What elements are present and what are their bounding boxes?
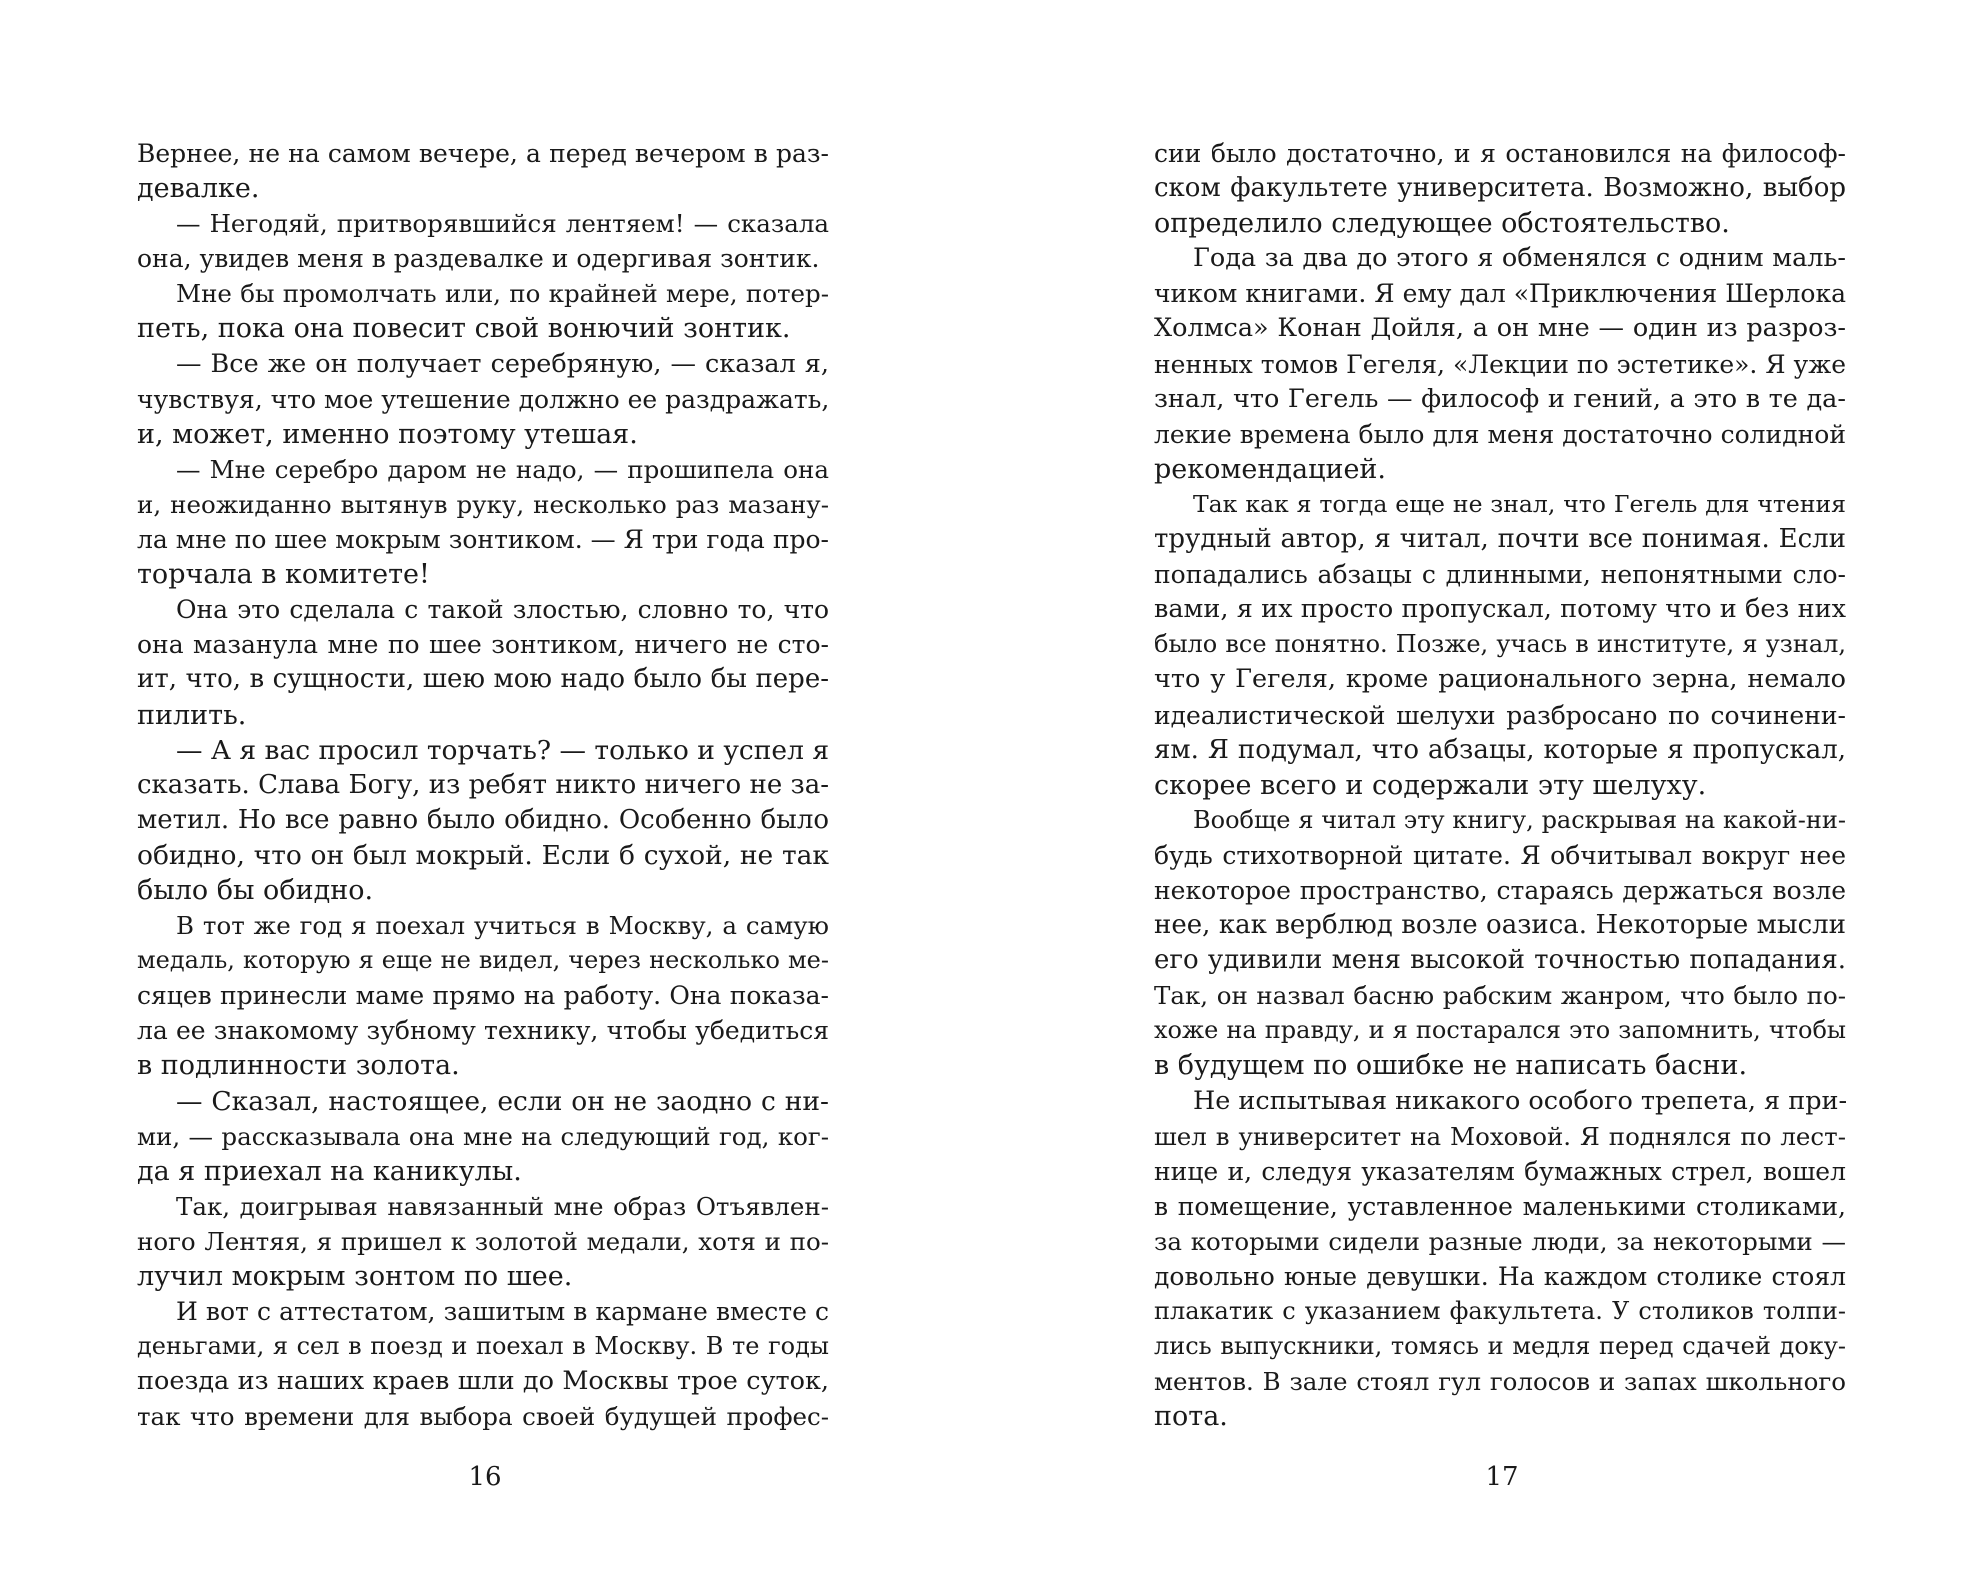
text-line: чиком книгами. Я ему дал «Приключения Шерлока bbox=[1154, 279, 1846, 309]
text-line: — Негодяй, притворявшийся лентяем! — сказала bbox=[176, 209, 829, 239]
text-line: В тот же год я поехал учиться в Москву, а самую bbox=[176, 911, 829, 941]
text-line: Мне бы промолчать или, по крайней мере, потер- bbox=[176, 279, 829, 309]
text-line: скорее всего и содержали эту шелуху. bbox=[1154, 769, 1707, 801]
text-line: ла мне по шее мокрым зонтиком. — Я три года про- bbox=[137, 525, 829, 555]
text-line: ми, — рассказывала она мне на следующий год, ког- bbox=[137, 1121, 829, 1151]
text-line: будь стихотворной цитате. Я обчитывал вокруг нее bbox=[1154, 840, 1846, 870]
text-line: довольно юные девушки. На каждом столике стоял bbox=[1154, 1262, 1846, 1291]
text-line: ненных томов Гегеля, «Лекции по эстетике». Я уже bbox=[1154, 349, 1846, 379]
left-page-text bbox=[137, 136, 829, 1434]
text-line: плакатик с указанием факультета. У столиков толпи- bbox=[1154, 1297, 1846, 1326]
text-line: пота. bbox=[1154, 1401, 1228, 1433]
text-line: рекомендацией. bbox=[1154, 453, 1387, 485]
page-number-right: 17 bbox=[1485, 1462, 1519, 1492]
right-page-text bbox=[1154, 136, 1846, 1434]
text-line: трудный автор, я читал, почти все понимая. Если bbox=[1154, 524, 1846, 555]
text-line: Не испытывая никакого особого трепета, я при- bbox=[1193, 1085, 1848, 1116]
text-line: ском факультете университета. Возможно, выбор bbox=[1154, 173, 1846, 204]
text-line: в будущем по ошибке не написать басни. bbox=[1154, 1050, 1748, 1082]
text-line: было бы обидно. bbox=[137, 874, 374, 906]
text-line: деньгами, я сел в поезд и поехал в Москву. В те годы bbox=[137, 1332, 829, 1361]
text-line: И вот с аттестатом, зашитым в кармане вместе с bbox=[176, 1297, 829, 1327]
text-line: сии было достаточно, и я остановился на философ- bbox=[1154, 139, 1846, 168]
text-line: чувствуя, что мое утешение должно ее раздражать, bbox=[137, 384, 830, 414]
text-line: петь, пока она повесит свой вонючий зонтик. bbox=[137, 313, 791, 345]
text-line: что у Гегеля, кроме рационального зерна, немало bbox=[1154, 664, 1846, 695]
text-line: — Все же он получает серебряную, — сказал я, bbox=[176, 348, 829, 379]
text-line: поезда из наших краев шли до Москвы трое суток, bbox=[137, 1366, 829, 1397]
text-line: она мазанула мне по шее зонтиком, ничего не сто- bbox=[137, 630, 829, 660]
text-line: хоже на правду, и я постарался это запомнить, чтобы bbox=[1154, 1016, 1846, 1045]
text-line: попадались абзацы с длинными, непонятными сло- bbox=[1154, 560, 1846, 590]
text-line: нице и, следуя указателям бумажных стрел, вошел bbox=[1154, 1156, 1846, 1186]
page-number-left: 16 bbox=[468, 1462, 502, 1492]
text-line: нее, как верблюд возле оазиса. Некоторые мысли bbox=[1154, 910, 1846, 941]
text-line: ментов. В зале стоял гул голосов и запах школьного bbox=[1154, 1367, 1846, 1397]
text-line: — Сказал, настоящее, если он не заодно с ни- bbox=[176, 1085, 829, 1117]
text-line: за которыми сидели разные люди, за некоторыми — bbox=[1154, 1226, 1846, 1256]
text-line: Года за два до этого я обменялся с одним маль- bbox=[1193, 243, 1846, 274]
text-line: вами, я их просто пропускал, потому что и без них bbox=[1154, 594, 1846, 625]
text-line: ла ее знакомому зубному технику, чтобы убедиться bbox=[137, 1016, 829, 1046]
text-line: лекие времена было для меня достаточно солидной bbox=[1154, 419, 1846, 449]
text-line: так что времени для выбора своей будущей профес- bbox=[137, 1402, 829, 1432]
text-line: Вообще я читал эту книгу, раскрывая на какой-ни- bbox=[1193, 805, 1846, 834]
text-line: Холмса» Конан Дойля, а он мне — один из разроз- bbox=[1154, 313, 1846, 344]
text-line: в помещение, уставленное маленькими столиками, bbox=[1154, 1191, 1846, 1221]
text-line: было все понятно. Позже, учась в институте, я узнал, bbox=[1154, 630, 1846, 659]
text-line: Так, доигрывая навязанный мне образ Отъявлен- bbox=[176, 1191, 829, 1221]
text-line: она, увидев меня в раздевалке и одергивая зонтик. bbox=[137, 244, 820, 274]
text-line: сказать. Слава Богу, из ребят никто ничего не за- bbox=[137, 769, 829, 800]
text-line: торчала в комитете! bbox=[137, 559, 430, 591]
text-line: его удивили меня высокой точностью попадания. bbox=[1154, 945, 1846, 976]
text-line: в подлинности золота. bbox=[137, 1050, 460, 1082]
text-line: сяцев принесли маме прямо на работу. Она показа- bbox=[137, 981, 829, 1011]
text-line: ит, что, в сущности, шею мою надо было бы пере- bbox=[137, 664, 829, 695]
text-line: и, может, именно поэтому утешая. bbox=[137, 418, 638, 450]
text-line: шел в университет на Моховой. Я поднялся по лест- bbox=[1154, 1121, 1846, 1151]
text-line: ям. Я подумал, что абзацы, которые я пропускал, bbox=[1154, 734, 1846, 765]
text-line: пилить. bbox=[137, 699, 247, 731]
text-line: девалке. bbox=[137, 173, 260, 205]
text-line: Так, он назвал басню рабским жанром, что было по- bbox=[1154, 981, 1846, 1011]
text-line: некоторое пространство, стараясь держаться возле bbox=[1154, 875, 1846, 905]
text-line: Вернее, не на самом вечере, а перед вечером в раз- bbox=[137, 139, 829, 168]
text-line: и, неожиданно вытянув руку, несколько раз мазану- bbox=[137, 489, 829, 519]
text-line: Она это сделала с такой злостью, словно то, что bbox=[176, 595, 829, 625]
text-line: медаль, которую я еще не видел, через несколько ме- bbox=[137, 946, 829, 975]
text-line: — Мне серебро даром не надо, — прошипела она bbox=[176, 454, 829, 484]
text-line: да я приехал на каникулы. bbox=[137, 1155, 522, 1187]
text-line: идеалистической шелухи разбросано по сочинени- bbox=[1154, 700, 1846, 730]
text-line: метил. Но все равно было обидно. Особенно было bbox=[137, 804, 829, 835]
text-line: знал, что Гегель — философ и гений, а это в те да- bbox=[1154, 383, 1846, 414]
text-line: обидно, что он был мокрый. Если б сухой, не так bbox=[137, 839, 829, 871]
text-line: лись выпускники, томясь и медля перед сдачей доку- bbox=[1154, 1332, 1846, 1361]
text-line: лучил мокрым зонтом по шее. bbox=[137, 1261, 573, 1292]
text-line: ного Лентяя, я пришел к золотой медали, хотя и по- bbox=[137, 1226, 829, 1256]
text-line: Так как я тогда еще не знал, что Гегель для чтения bbox=[1193, 489, 1846, 518]
text-line: — А я вас просил торчать? — только и успел я bbox=[176, 734, 830, 766]
text-line: определило следующее обстоятельство. bbox=[1154, 208, 1730, 240]
